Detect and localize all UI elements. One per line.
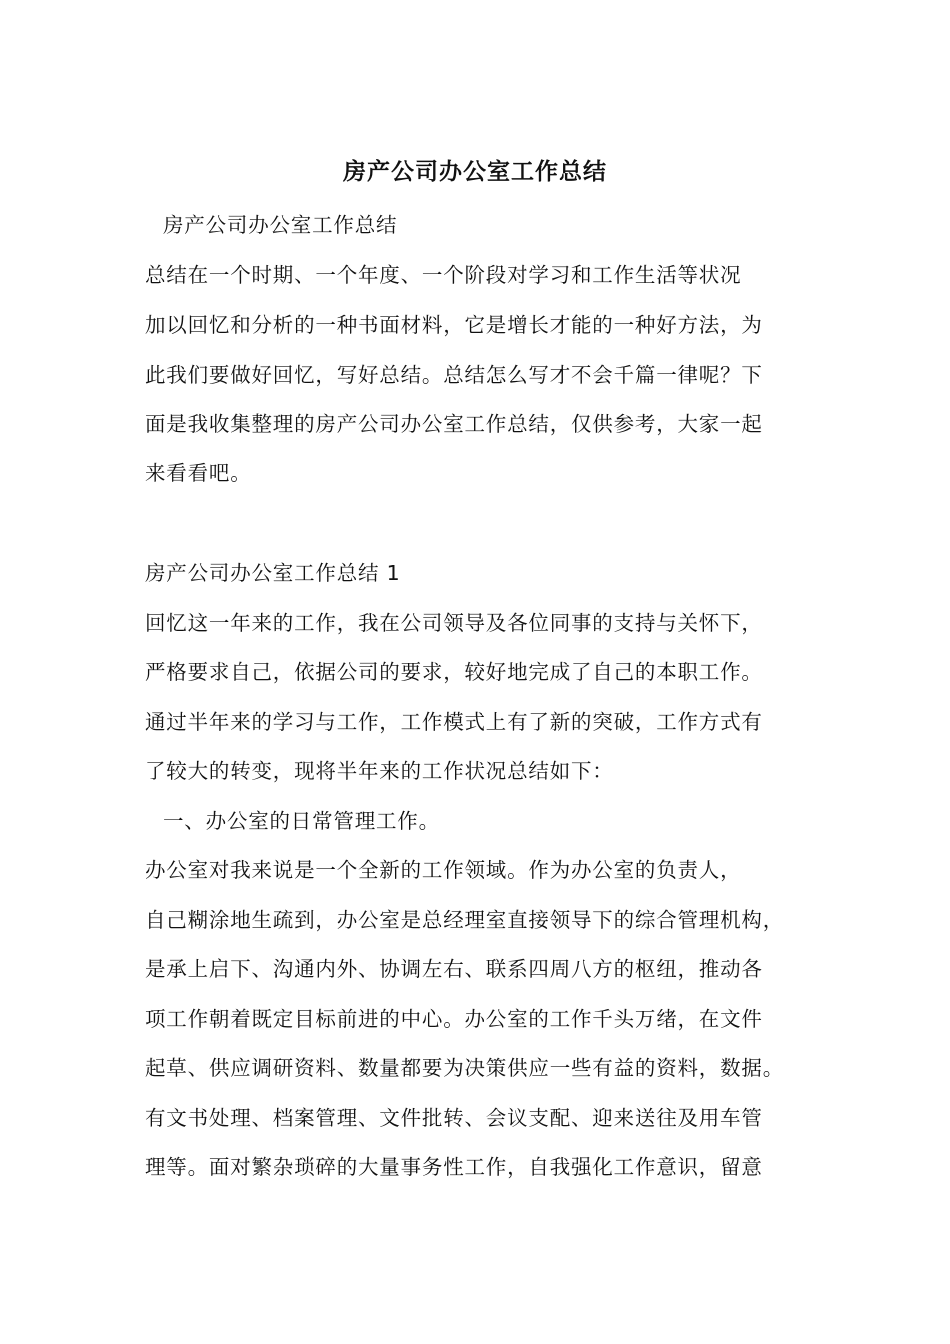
section-heading: 房产公司办公室工作总结 1 xyxy=(145,561,401,585)
document-title: 房产公司办公室工作总结 xyxy=(343,159,607,185)
intro-line: 总结在一个时期、一个年度、一个阶段对学习和工作生活等状况 xyxy=(145,263,742,287)
intro-line: 此我们要做好回忆，写好总结。总结怎么写才不会千篇一律呢？下 xyxy=(145,363,763,387)
paragraph-line: 是承上启下、沟通内外、协调左右、联系四周八方的枢纽，推动各 xyxy=(145,957,763,981)
paragraph-line: 自己糊涂地生疏到，办公室是总经理室直接领导下的综合管理机构， xyxy=(145,908,784,932)
paragraph-line: 了较大的转变，现将半年来的工作状况总结如下： xyxy=(145,759,614,783)
intro-line: 来看看吧。 xyxy=(145,461,252,485)
subheading: 一、办公室的日常管理工作。 xyxy=(163,809,440,833)
paragraph-line: 起草、供应调研资料、数量都要为决策供应一些有益的资料，数据。 xyxy=(145,1056,784,1080)
intro-line: 加以回忆和分析的一种书面材料，它是增长才能的一种好方法，为 xyxy=(145,313,763,337)
paragraph-line: 理等。面对繁杂琐碎的大量事务性工作，自我强化工作意识，留意 xyxy=(145,1155,763,1179)
paragraph-line: 办公室对我来说是一个全新的工作领域。作为办公室的负责人， xyxy=(145,858,742,882)
paragraph-line: 严格要求自己，依据公司的要求，较好地完成了自己的本职工作。 xyxy=(145,660,763,684)
paragraph-line: 通过半年来的学习与工作，工作模式上有了新的突破，工作方式有 xyxy=(145,710,763,734)
document-subtitle: 房产公司办公室工作总结 xyxy=(163,213,398,237)
intro-line: 面是我收集整理的房产公司办公室工作总结，仅供参考，大家一起 xyxy=(145,412,763,436)
paragraph-line: 项工作朝着既定目标前进的中心。办公室的工作千头万绪，在文件 xyxy=(145,1007,763,1031)
paragraph-line: 回忆这一年来的工作，我在公司领导及各位同事的支持与关怀下， xyxy=(145,611,763,635)
paragraph-line: 有文书处理、档案管理、文件批转、会议支配、迎来送往及用车管 xyxy=(145,1106,763,1130)
